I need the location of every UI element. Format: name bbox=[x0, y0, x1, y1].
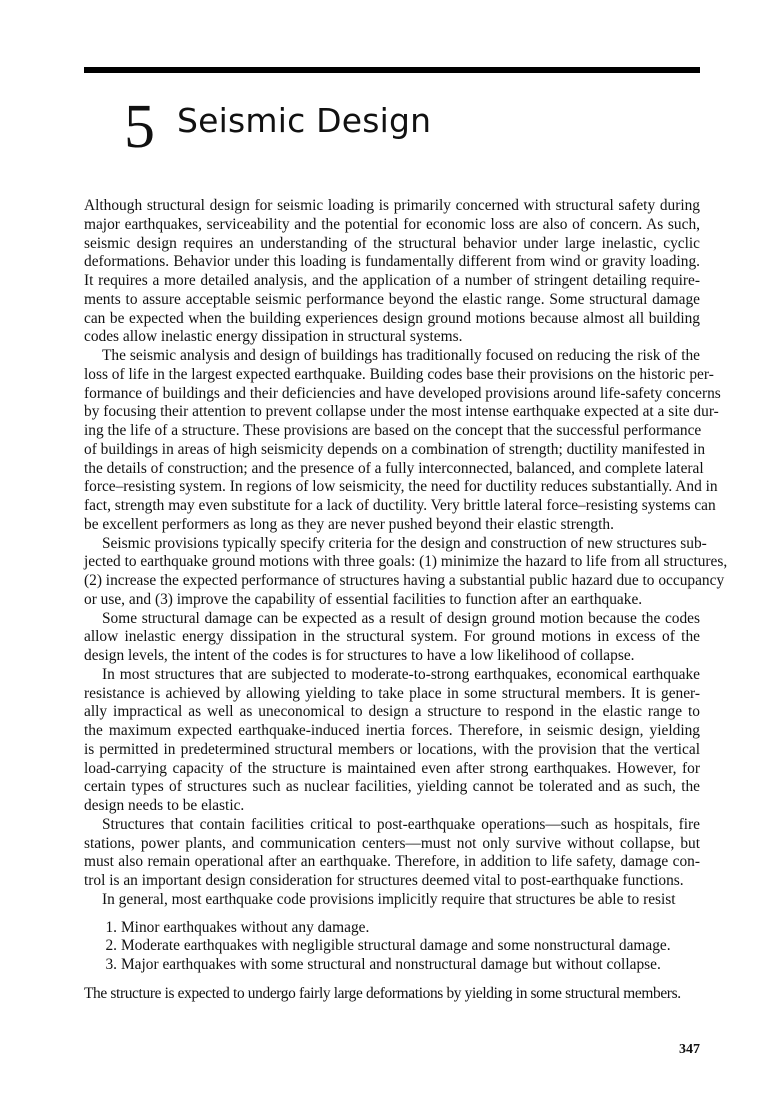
chapter-number: 5 bbox=[124, 93, 155, 161]
paragraph bbox=[84, 534, 728, 610]
text-line: Some structural damage can be expected as a result of design ground motion because the codes bbox=[102, 609, 700, 627]
text-line: The seismic analysis and design of buildings has traditionally focused on reducing the risk of the bbox=[102, 347, 700, 364]
text-line: the maximum expected earthquake-induced inertia forces. Therefore, in seismic design, yielding bbox=[84, 722, 700, 739]
text-line: In general, most earthquake code provisions implicitly require that structures be able to resist bbox=[102, 890, 676, 908]
text-line: is permitted in predetermined structural members or locations, with the provision that the vertical bbox=[84, 740, 700, 758]
text-line: loss of life in the largest expected earthquake. Building codes base their provisions on the historic per- bbox=[84, 365, 714, 383]
text-line: (2) increase the expected performance of structures having a substantial public hazard due to occupancy bbox=[84, 572, 725, 589]
text-line: Seismic provisions typically specify criteria for the design and construction of new structures sub- bbox=[102, 534, 707, 552]
text-line: by focusing their attention to prevent collapse under the most intense earthquake expected at a site dur- bbox=[84, 403, 719, 421]
paragraph bbox=[84, 816, 700, 891]
text-line: allow inelastic energy dissipation in the structural system. For ground motions in excess of the bbox=[84, 628, 700, 646]
text-line: be excellent performers as long as they are never pushed beyond their elastic strength. bbox=[84, 515, 614, 533]
requirements-list bbox=[84, 919, 700, 975]
text-line: It requires a more detailed analysis, and the application of a number of stringent detailing require- bbox=[84, 272, 700, 289]
text-line: stations, power plants, and communication centers—must not only survive without collapse, but bbox=[84, 834, 700, 852]
list-item bbox=[84, 956, 700, 975]
paragraph bbox=[84, 891, 700, 910]
text-line: In most structures that are subjected to moderate-to-strong earthquakes, economical earthquake bbox=[102, 665, 700, 683]
list-item-number: 1. bbox=[105, 918, 117, 936]
page-number: 347 bbox=[679, 1042, 700, 1057]
list-item bbox=[84, 937, 700, 956]
text-line: ments to assure acceptable seismic performance beyond the elastic range. Some structural damage bbox=[84, 290, 700, 308]
text-line: major earthquakes, serviceability and the potential for economic loss are also of concern. As such, bbox=[84, 215, 700, 233]
text-line: Structures that contain facilities critical to post-earthquake operations—such as hospitals, fire bbox=[102, 815, 700, 833]
closing-sentence: The structure is expected to undergo fairly large deformations by yielding in some structural members. bbox=[84, 984, 681, 1002]
list-item-number: 2. bbox=[105, 937, 117, 955]
list-item-text: Moderate earthquakes with negligible structural damage and some nonstructural damage. bbox=[121, 937, 671, 955]
text-line: the details of construction; and the presence of a fully interconnected, balanced, and complete lateral bbox=[84, 459, 704, 477]
text-line: codes allow inelastic energy dissipation in structural systems. bbox=[84, 328, 463, 346]
paragraph bbox=[84, 347, 721, 535]
list-item bbox=[84, 919, 700, 938]
chapter-title: Seismic Design bbox=[177, 101, 432, 140]
text-line: design levels, the intent of the codes is for structures to have a low likelihood of collapse. bbox=[84, 647, 635, 664]
text-line: load-carrying capacity of the structure is maintained even after strong earthquakes. However, for bbox=[84, 759, 700, 777]
text-line: seismic design requires an understanding of the structural behavior under large inelastic, cyclic bbox=[84, 234, 700, 252]
text-line: Although structural design for seismic loading is primarily concerned with structural safety during bbox=[84, 197, 700, 214]
text-line: of buildings in areas of high seismicity depends on a combination of strength; ductility manifested in bbox=[84, 440, 706, 458]
text-line: fact, strength may even substitute for a lack of ductility. Very brittle lateral force–resisting systems can bbox=[84, 497, 716, 514]
text-line: formance of buildings and their deficiencies and have developed provisions around life-safety concerns bbox=[84, 384, 721, 402]
list-item-text: Minor earthquakes without any damage. bbox=[121, 918, 370, 936]
text-line: resistance is achieved by allowing yielding to take place in some structural members. It is gener- bbox=[84, 684, 700, 702]
paragraph bbox=[84, 610, 700, 666]
text-line: certain types of structures such as nuclear facilities, yielding cannot be tolerated and as such, the bbox=[84, 778, 700, 796]
text-line: ing the life of a structure. These provisions are based on the concept that the successful performance bbox=[84, 422, 702, 439]
paragraph bbox=[84, 666, 700, 816]
chapter-top-rule bbox=[84, 67, 700, 73]
text-line: design needs to be elastic. bbox=[84, 797, 245, 814]
paragraphs bbox=[84, 197, 728, 910]
paragraph bbox=[84, 197, 700, 347]
text-line: can be expected when the building experiences design ground motions because almost all building bbox=[84, 309, 700, 327]
chapter-body bbox=[84, 197, 728, 1004]
text-line: trol is an important design consideration for structures deemed vital to post-earthquake functions. bbox=[84, 872, 684, 889]
list-item-number: 3. bbox=[105, 956, 117, 973]
text-line: or use, and (3) improve the capability of essential facilities to function after an earthquake. bbox=[84, 590, 643, 608]
text-line: force–resisting system. In regions of low seismicity, the need for ductility reduces substantially. And in bbox=[84, 478, 718, 496]
text-line: ally impractical as well as uneconomical to design a structure to respond in the elastic range to bbox=[84, 703, 700, 721]
text-line: must also remain operational after an earthquake. Therefore, in addition to life safety, damage con- bbox=[84, 853, 700, 871]
list-item-text: Major earthquakes with some structural and nonstructural damage but without collapse. bbox=[121, 956, 661, 973]
text-line: deformations. Behavior under this loading is fundamentally different from wind or gravity loading. bbox=[84, 253, 700, 271]
text-line: jected to earthquake ground motions with three goals: (1) minimize the hazard to life from all structures, bbox=[84, 553, 728, 571]
